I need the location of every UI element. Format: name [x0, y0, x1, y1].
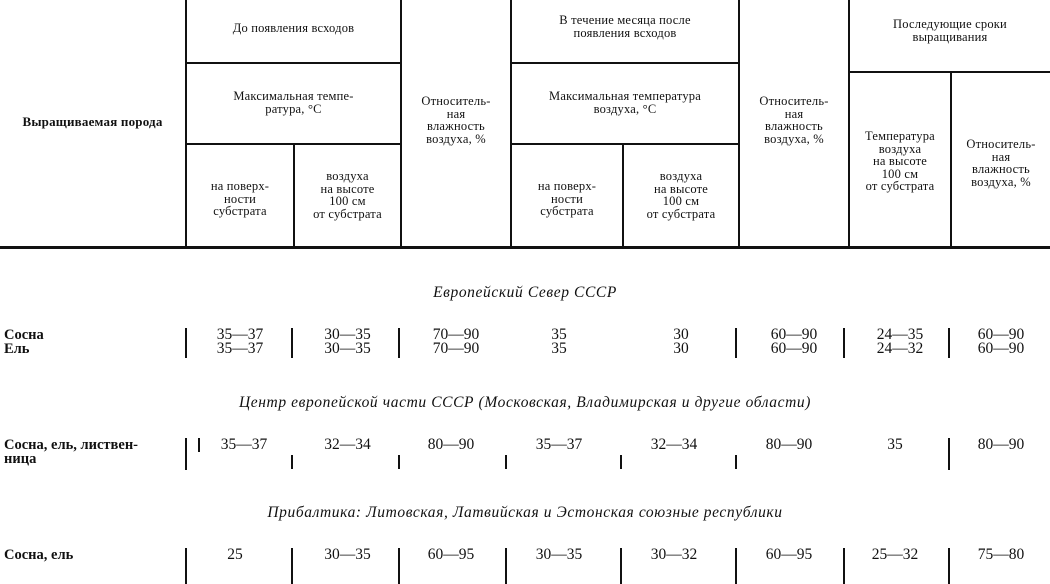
header-rule — [848, 71, 1050, 73]
value-cell: 32—34 — [650, 436, 698, 453]
value-cell: 30 30 — [673, 326, 689, 357]
value-cell: 60—95 — [765, 546, 813, 563]
value-cell: 80—90 — [427, 436, 475, 453]
row-separator — [398, 548, 400, 584]
region-title: Прибалтика: Литовская, Латвийская и Эстонская союзные республики — [267, 504, 783, 521]
row-separator — [505, 455, 507, 469]
header-month-air: воздуха на высоте 100 см от субстрата — [646, 169, 716, 221]
value-cell: 35—37 — [535, 436, 583, 453]
row-separator — [185, 328, 187, 358]
value-cell: 30—35 — [324, 546, 371, 563]
header-species: Выращиваемая порода — [22, 114, 163, 129]
header-rule — [510, 62, 739, 64]
value-cell: 80—90 — [977, 436, 1025, 453]
header-before: До появления всходов — [232, 21, 355, 35]
value-cell: 35 35 — [551, 326, 567, 357]
species-name: Сосна Ель — [4, 327, 44, 357]
value-cell: 70—90 70—90 — [432, 326, 480, 357]
header-month-after: В течение месяца после появления всходов — [559, 13, 691, 40]
header-bottom-rule — [0, 246, 1050, 249]
header-month-surface: на поверх- ности субстрата — [537, 179, 597, 218]
row-separator — [398, 455, 400, 469]
row-separator — [843, 548, 845, 584]
value-cell: 30—35 30—35 — [324, 326, 371, 357]
header-month-max-temp: Максимальная температура воздуха, °С — [549, 89, 701, 116]
value-cell: 30—32 — [650, 546, 698, 563]
row-separator — [948, 548, 950, 584]
row-separator — [198, 438, 200, 452]
row-separator — [948, 328, 950, 358]
header-before-max-temp: Максимальная темпе- ратура, °С — [233, 89, 354, 116]
value-cell: 25 — [227, 546, 243, 563]
value-cell: 60—90 60—90 — [977, 326, 1025, 357]
row-separator — [735, 455, 737, 469]
value-cell: 32—34 — [324, 436, 371, 453]
row-separator — [735, 548, 737, 584]
value-cell: 35 — [887, 436, 903, 453]
row-separator — [291, 455, 293, 469]
row-separator — [505, 548, 507, 584]
header-later: Последующие сроки выращивания — [893, 17, 1007, 44]
value-cell: 75—80 — [977, 546, 1025, 563]
species-name: Сосна, ель, листвен- ница — [4, 437, 138, 467]
value-cell: 80—90 — [765, 436, 813, 453]
header-later-temp: Температура воздуха на высоте 100 см от субстрата — [865, 129, 935, 193]
row-separator — [735, 328, 737, 358]
value-cell: 25—32 — [871, 546, 919, 563]
row-separator — [291, 328, 293, 358]
row-separator — [185, 438, 187, 470]
header-later-humidity: Относитель- ная влажность воздуха, % — [966, 137, 1036, 189]
row-separator — [948, 438, 950, 470]
row-separator — [185, 548, 187, 584]
value-cell: 60—90 60—90 — [770, 326, 818, 357]
value-cell: 35—37 35—37 — [216, 326, 264, 357]
header-before-humidity: Относитель- ная влажность воздуха, % — [421, 94, 491, 146]
row-separator — [398, 328, 400, 358]
row-separator — [843, 328, 845, 358]
row-separator — [620, 548, 622, 584]
region-title: Европейский Север СССР — [433, 284, 617, 301]
value-cell: 24—35 24—32 — [876, 326, 924, 357]
value-cell: 35—37 — [220, 436, 268, 453]
row-separator — [620, 455, 622, 469]
header-rule — [185, 62, 401, 64]
region-title: Центр европейской части СССР (Московская, Владимирская и другие области) — [238, 394, 812, 411]
header-rule — [185, 143, 401, 145]
species-name: Сосна, ель — [4, 547, 74, 563]
header-month-humidity: Относитель- ная влажность воздуха, % — [759, 94, 829, 146]
header-before-air: воздуха на высоте 100 см от субстрата — [313, 169, 382, 221]
header-rule — [510, 143, 739, 145]
value-cell: 30—35 — [535, 546, 583, 563]
row-separator — [291, 548, 293, 584]
value-cell: 60—95 — [427, 546, 475, 563]
header-before-surface: на поверх- ности субстрата — [210, 179, 270, 218]
